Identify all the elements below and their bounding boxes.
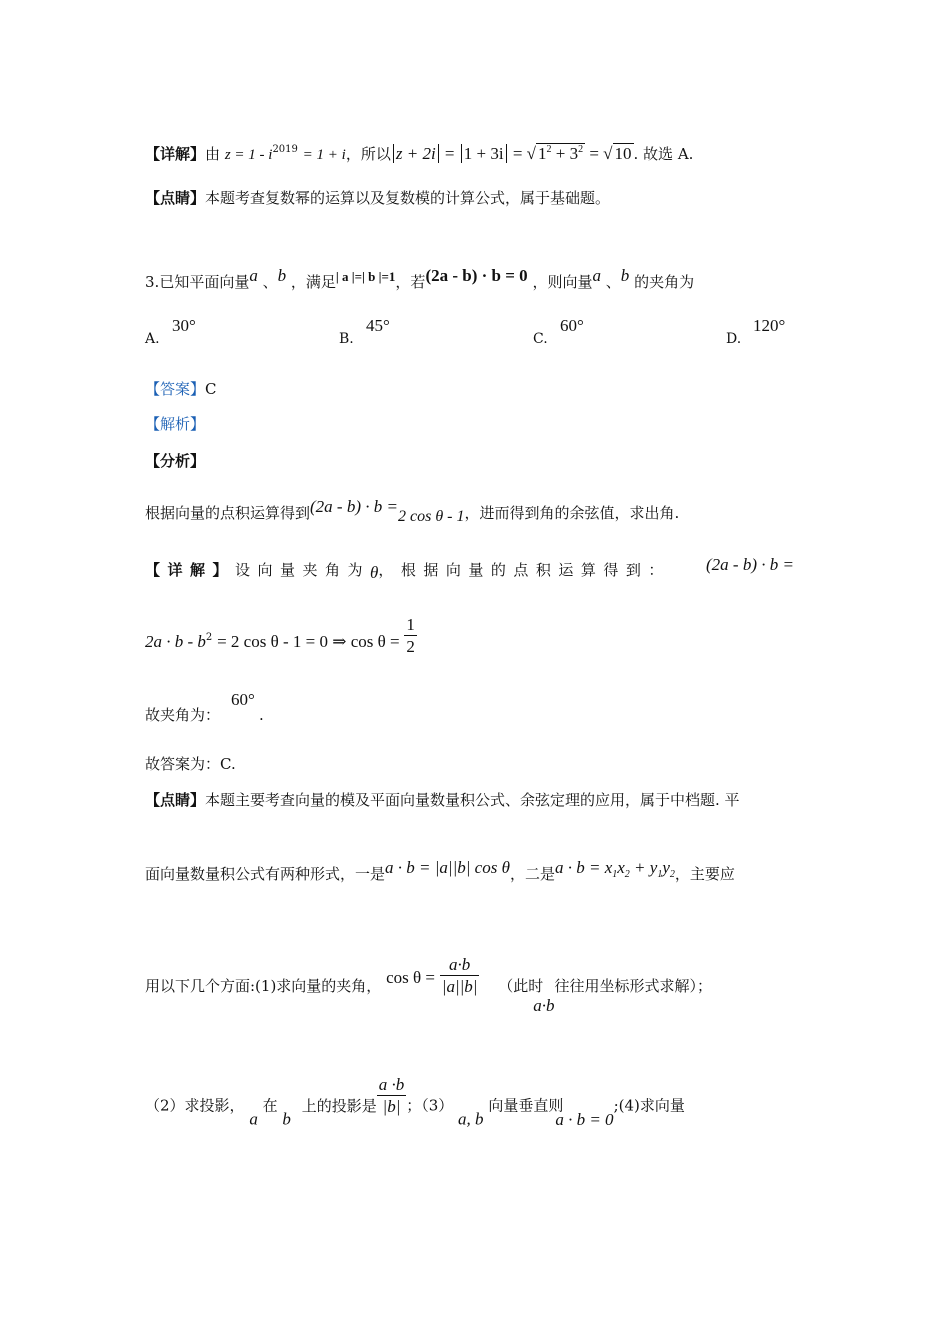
remark-tag: 【点睛】 bbox=[145, 189, 206, 207]
solution-line-1: 【详解】设向量夹角为θ，根据向量的点积运算得到： bbox=[145, 561, 671, 582]
fenxi-tag: 【分析】 bbox=[145, 452, 206, 470]
analysis-tag: 【解析】 bbox=[145, 415, 206, 433]
remark-line-4: 用以下几个方面:(1)求向量的夹角， cos θ = $\frac{a\cdot b}{|a||b|}$ （此时a·b往往用坐标形式求解）； bbox=[145, 954, 713, 1015]
angle-result: 故夹角为： bbox=[145, 706, 221, 724]
remark-line-1: 【点睛】本题考查复数幂的运算以及复数模的计算公式，属于基础题。 bbox=[145, 189, 611, 207]
detail-line-1: 【详解】由 $z = 1 - i^{2019} = 1 + i$，所以 z + 2i = 1 + 3i = √ $1^2 + 3^2$ = √ 10 . 故选 A. bbox=[145, 144, 694, 163]
solution-tag: 【详解】 bbox=[145, 561, 236, 579]
angle-end: . bbox=[259, 706, 264, 724]
detail-tag: 【详解】 bbox=[145, 145, 206, 163]
remark-line-5: （2）求投影， a 在 b 上的投影是 $\frac{a \cdot b}{|b|}$ ；（3） a, b 向量垂直则a · b = 0;(4)求向量 bbox=[145, 1075, 685, 1129]
answer-value: C bbox=[205, 380, 217, 398]
question-3: 3.已知平面向量a 、b ，满足| a |=| b |=1，若(2a - b) · b = 0 ，则向量a 、b 的夹角为 bbox=[145, 266, 695, 291]
remark-line-3: 面向量数量积公式有两种形式，一是a · b = |a||b| cos θ，二是$a \cdot b = x_1x_2 + y_1y_2$，主要应 bbox=[145, 858, 735, 883]
solution-line-2: $2a \cdot b - b^2 = 2$ cos θ - 1 = 0 ⇒ cos θ = $\frac{1}{2}$ bbox=[145, 614, 415, 656]
answer-statement: 故答案为：C. bbox=[145, 755, 236, 773]
angle-value: 60° bbox=[231, 690, 255, 709]
remark-tag-2: 【点睛】 bbox=[145, 791, 206, 809]
remark-line-2: 【点睛】本题主要考查向量的模及平面向量数量积公式、余弦定理的应用，属于中档题. 平 bbox=[145, 791, 740, 809]
answer-tag: 【答案】 bbox=[145, 380, 206, 398]
analysis-text: 根据向量的点积运算得到(2a - b) · b =2 cos θ - 1，进而得到角的余弦值，求出角. bbox=[145, 497, 680, 525]
solution-eq-start: (2a - b) · b = bbox=[706, 555, 794, 574]
answer-line bbox=[145, 379, 217, 399]
